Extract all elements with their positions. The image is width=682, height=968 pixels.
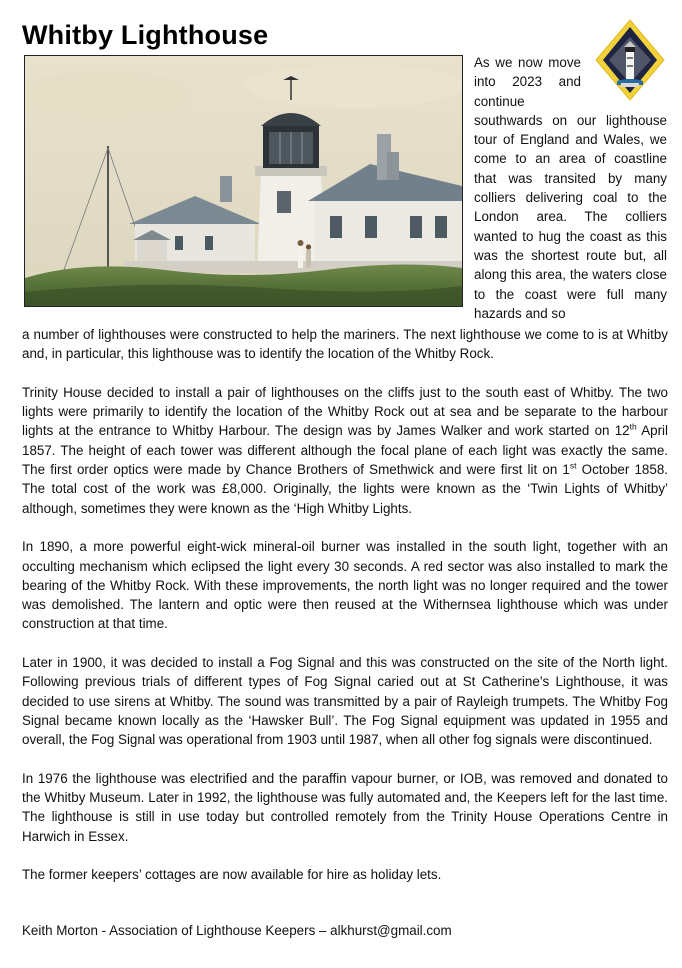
- paragraph-trinity-house: [22, 383, 668, 518]
- p2-part-c: October 1858. The total cost of the work was £8,000. Originally, the lights were known as the ‘Twin Lights of Whitby’ although, sometimes they were known as the ‘High Whitby Lights.: [22, 462, 668, 516]
- page-title: Whitby Lighthouse: [22, 20, 269, 50]
- intro-column-text: southwards on our lighthouse tour of England and Wales, we come to an area of coastline that was transited by many colliers delivering coal to the London area. The colliers wanted to hug the coast as this was the shortest route but, all along this area, the waters close to the coast were full many hazards and so: [474, 112, 667, 321]
- paragraph-holiday-lets: The former keepers’ cottages are now available for hire as holiday lets.: [22, 867, 442, 883]
- article-body: [22, 325, 668, 904]
- p2-part-a: Trinity House decided to install a pair of lighthouses on the cliffs just to the south east of Whitby. The two lights were primarily to identify the location of the Whitby Rock out at sea and be separate to the harbour lights at the entrance to Whitby Harbour. The design was by James Walker and work started on 12: [22, 384, 668, 439]
- paragraph-fog-signal: Later in 1900, it was decided to install a Fog Signal and this was constructed on the site of the North light. Following previous trials of different types of Fog Signal caried out at St Catherine’s Lighthouse, it was decided to use sirens at Whitby. The sound was transmitted by a pair of Rayleigh trumpets. The Whitby Fog Signal became known locally as the ‘Hawsker Bull’. The Fog Signal equipment was updated in 1955 and overall, the Fog Signal was operational from 1903 until 1987, when all other fog signals were discontinued.: [22, 655, 668, 748]
- author-credit: Keith Morton - Association of Lighthouse Keepers – alkhurst@gmail.com: [22, 923, 452, 938]
- intro-column: [474, 53, 667, 323]
- p2-part-b: April 1857. The height of each tower was different although the focal plane of each light was exactly the same. The first order optics were made by Chance Brothers of Smethwick and were first lit on 1: [22, 423, 668, 478]
- lighthouse-photo: [24, 55, 463, 307]
- intro-first-lines: As we now move into 2023 and continue: [474, 55, 581, 109]
- paragraph-1890: In 1890, a more powerful eight-wick mineral-oil burner was installed in the south light, together with an occulting mechanism which eclipsed the light every 30 seconds. A red sector was also installed to mark the bearing of the Whitby Rock. With these improvements, the north light was no longer required and the tower was demolished. The lantern and optic were then reused at the Withernsea lighthouse which was under construction at that time.: [22, 539, 668, 632]
- paragraph-1976: In 1976 the lighthouse was electrified and the paraffin vapour burner, or IOB, was removed and donated to the Whitby Museum. Later in 1992, the lighthouse was fully automated and, the Keepers left for the last time. The lighthouse is still in use today but controlled remotely from the Trinity House Operations Centre in Harwich in Essex.: [22, 770, 668, 844]
- p2-superscript-th: th: [629, 422, 637, 433]
- whitby-lighthouse-photo-icon: [25, 56, 462, 306]
- intro-continued: a number of lighthouses were constructed to help the mariners. The next lighthouse we come to is at Whitby and, in particular, this lighthouse was to identify the location of the Whitby Rock.: [22, 327, 668, 362]
- p2-superscript-st: st: [569, 460, 577, 471]
